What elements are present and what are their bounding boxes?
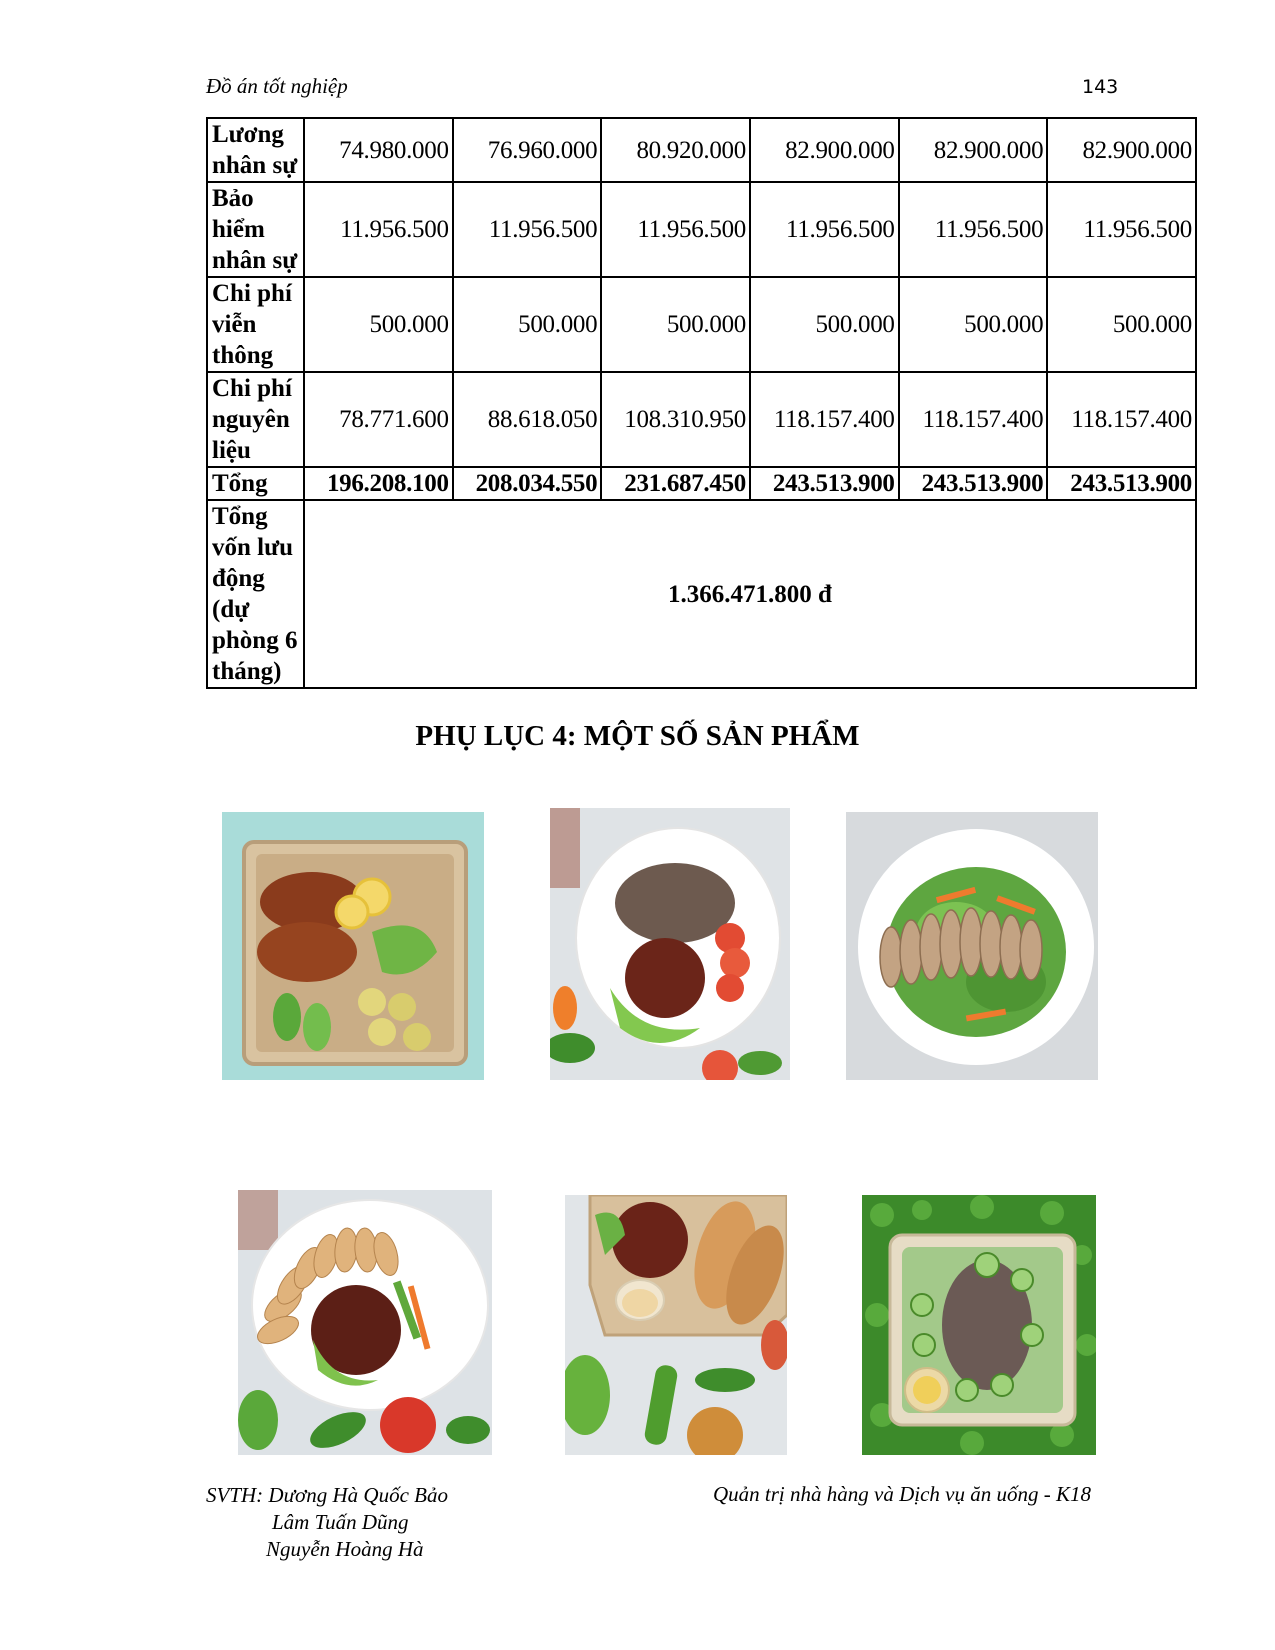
- table-row: [207, 182, 1196, 277]
- cell-value: 500.000: [899, 277, 1048, 372]
- total-value: 243.513.900: [1047, 467, 1196, 500]
- cell-value: 108.310.950: [601, 372, 750, 467]
- table-row: [207, 372, 1196, 467]
- total-value: 231.687.450: [601, 467, 750, 500]
- cell-value: 11.956.500: [1047, 182, 1196, 277]
- row-label: Lương nhân sự: [207, 118, 304, 182]
- product-photo-beef-rice-plate: [550, 808, 790, 1080]
- total-value: 196.208.100: [304, 467, 453, 500]
- cell-value: 11.956.500: [601, 182, 750, 277]
- document-title: Đồ án tốt nghiệp: [206, 74, 348, 98]
- table-row: [207, 118, 1196, 182]
- cell-value: 500.000: [1047, 277, 1196, 372]
- total-value: 243.513.900: [899, 467, 1048, 500]
- program-name: Quản trị nhà hàng và Dịch vụ ăn uống - K18: [713, 1482, 1091, 1506]
- cell-value: 11.956.500: [453, 182, 602, 277]
- cell-value: 500.000: [750, 277, 899, 372]
- cell-value: 11.956.500: [899, 182, 1048, 277]
- page-number: 143: [1082, 76, 1119, 98]
- student-3: Nguyễn Hoàng Hà: [266, 1537, 424, 1561]
- row-label: Chi phí nguyên liệu: [207, 372, 304, 467]
- section-title: PHỤ LỤC 4: MỘT SỐ SẢN PHẨM: [415, 720, 860, 752]
- cell-value: 82.900.000: [1047, 118, 1196, 182]
- cell-value: 80.920.000: [601, 118, 750, 182]
- row-label: Tổng: [207, 467, 304, 500]
- product-photo-chicken-salad-plate: [846, 812, 1098, 1080]
- page-header: [206, 74, 1126, 104]
- cell-value: 11.956.500: [750, 182, 899, 277]
- cell-value: 11.956.500: [304, 182, 453, 277]
- cell-value: 88.618.050: [453, 372, 602, 467]
- cell-value: 118.157.400: [1047, 372, 1196, 467]
- cell-value: 74.980.000: [304, 118, 453, 182]
- cell-value: 118.157.400: [750, 372, 899, 467]
- cell-value: 78.771.600: [304, 372, 453, 467]
- row-label: Tổng vốn lưu động (dự phòng 6 tháng): [207, 500, 304, 688]
- total-value: 243.513.900: [750, 467, 899, 500]
- product-photo-beef-salad-box: [862, 1195, 1096, 1455]
- total-row: [207, 467, 1196, 500]
- cell-value: 82.900.000: [750, 118, 899, 182]
- product-photo-drumstick-rice-box: [565, 1195, 787, 1455]
- cell-value: 500.000: [453, 277, 602, 372]
- table-row: [207, 277, 1196, 372]
- cost-table: [206, 117, 1197, 689]
- cell-value: 76.960.000: [453, 118, 602, 182]
- product-photo-chicken-box: [222, 812, 484, 1080]
- working-capital-row: [207, 500, 1196, 688]
- row-label: Chi phí viễn thông: [207, 277, 304, 372]
- student-2: Lâm Tuấn Dũng: [272, 1510, 409, 1534]
- product-photo-sliced-chicken-rice-plate: [238, 1190, 492, 1455]
- cell-value: 500.000: [601, 277, 750, 372]
- student-names: [206, 1482, 448, 1563]
- row-label: Bảo hiểm nhân sự: [207, 182, 304, 277]
- student-1: SVTH: Dương Hà Quốc Bảo: [206, 1483, 448, 1507]
- working-capital-value: 1.366.471.800 đ: [304, 500, 1196, 688]
- cell-value: 118.157.400: [899, 372, 1048, 467]
- cell-value: 500.000: [304, 277, 453, 372]
- total-value: 208.034.550: [453, 467, 602, 500]
- cell-value: 82.900.000: [899, 118, 1048, 182]
